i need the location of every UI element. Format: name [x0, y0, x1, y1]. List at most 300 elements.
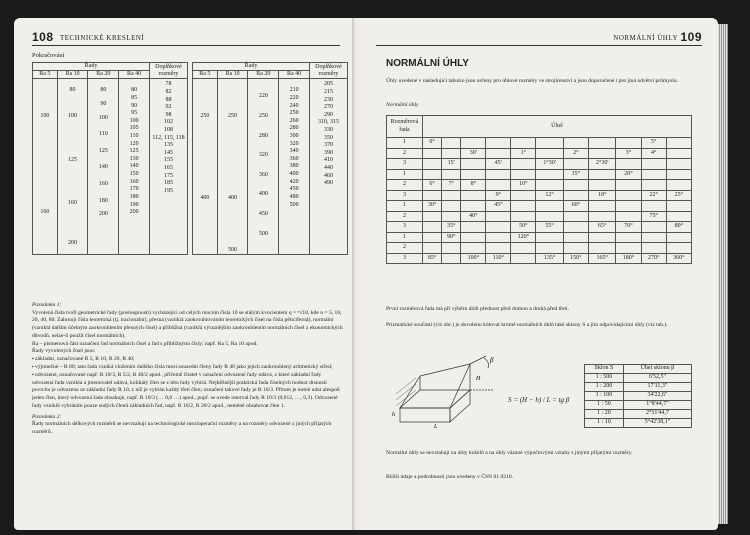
- cell: 190: [129, 201, 139, 208]
- extra-column-2: [310, 79, 347, 188]
- cell: 88: [165, 96, 172, 103]
- table-cell: 70°: [616, 222, 641, 233]
- extra-column-1: [150, 79, 187, 195]
- cell: 180: [98, 197, 108, 204]
- cell: 310, 315: [318, 119, 339, 126]
- table-cell: [442, 190, 461, 201]
- table-cell: [536, 243, 563, 254]
- table-cell: 1: [387, 169, 423, 180]
- table-cell: 22°: [641, 190, 666, 201]
- table-cell: [511, 190, 536, 201]
- cell: 320: [258, 152, 268, 159]
- cell: 185: [164, 180, 173, 187]
- cell: 145: [164, 149, 173, 156]
- table-cell: 12°: [536, 190, 563, 201]
- table-cell: [486, 148, 511, 159]
- cell: 220: [258, 93, 268, 100]
- normal-angles-table: [386, 115, 692, 264]
- table-cell: [563, 138, 588, 149]
- table-cell: [666, 159, 691, 170]
- table-cell: [423, 148, 442, 159]
- table-cell: 1 : 20: [585, 410, 624, 419]
- table-cell: 7°: [442, 180, 461, 191]
- cell: 80: [100, 87, 107, 94]
- table-cell: [666, 232, 691, 243]
- series-table-2: [192, 62, 348, 255]
- slope-header: Sklon S: [585, 365, 624, 374]
- list-item: ▪ základní, označované R 5, R 10, R 20, R 40;: [32, 356, 344, 364]
- table-cell: [588, 180, 615, 191]
- table-cell: [461, 169, 486, 180]
- cell: 360: [289, 155, 299, 162]
- cell: 230: [324, 96, 333, 103]
- table-cell: 1 : 100: [585, 392, 624, 401]
- table-cell: [563, 211, 588, 222]
- series-group-header: Řady: [193, 63, 310, 71]
- cell: 120: [129, 140, 139, 147]
- continuation-label: Pokračování: [32, 52, 65, 59]
- table-cell: [461, 232, 486, 243]
- table-cell: [536, 148, 563, 159]
- table-cell: 5°42'38,1": [623, 419, 691, 428]
- table-cell: 40°: [461, 211, 486, 222]
- table-cell: [616, 190, 641, 201]
- series-group-header: Řady: [33, 63, 150, 71]
- beta-label: β: [490, 356, 494, 364]
- table-cell: 2: [387, 243, 423, 254]
- slope-table-body: [585, 374, 692, 428]
- cell: 440: [324, 165, 333, 172]
- table-cell: [563, 180, 588, 191]
- table-cell: 135°: [536, 253, 563, 264]
- cell: 360: [258, 171, 268, 178]
- table-cell: [641, 180, 666, 191]
- table-row: [585, 383, 692, 392]
- table-cell: [616, 201, 641, 212]
- h-upper-label: H: [476, 376, 481, 382]
- slope-formula: S = (H − h) / L = tg β: [508, 396, 570, 404]
- cell: 300: [289, 133, 299, 140]
- table-cell: [563, 243, 588, 254]
- table-cell: 1 : 200: [585, 383, 624, 392]
- cell: 400: [200, 194, 210, 201]
- note1-title: Poznámka 1:: [32, 302, 62, 308]
- table-cell: [588, 211, 615, 222]
- table-cell: 110°: [486, 253, 511, 264]
- angle-header: Úhel: [423, 116, 692, 138]
- table-cell: [461, 190, 486, 201]
- table-row: [387, 201, 692, 212]
- table-cell: 1°8'44,7": [623, 401, 691, 410]
- table-cell: 45': [486, 159, 511, 170]
- table-cell: [666, 138, 691, 149]
- note2-text: Řady normálních délkových rozměrů se nevztahují na technologické mezioperační rozměry a na rozměry odvozené z jiných přijatých rozměrů.: [32, 421, 332, 436]
- table-cell: [486, 169, 511, 180]
- table-cell: [511, 201, 536, 212]
- table-cell: 10°: [511, 180, 536, 191]
- cell: 125: [98, 147, 108, 154]
- table-cell: [588, 201, 615, 212]
- table-cell: 8°: [461, 180, 486, 191]
- cell: 165: [164, 165, 173, 172]
- right-running-header: [376, 30, 702, 46]
- cell: 460: [324, 172, 333, 179]
- table-cell: [536, 201, 563, 212]
- table-cell: 3°: [616, 148, 641, 159]
- table-cell: [588, 243, 615, 254]
- cell: 160: [129, 178, 139, 185]
- extra-dims-header: Doplňkové rozměry: [310, 63, 348, 79]
- table-row: [387, 138, 692, 149]
- cell: 170: [129, 186, 139, 193]
- table-cell: [616, 180, 641, 191]
- table-cell: 15': [442, 159, 461, 170]
- table-cell: [563, 159, 588, 170]
- cell: 220: [289, 94, 299, 101]
- cell: 150: [129, 171, 139, 178]
- left-page-number: 108: [32, 30, 54, 44]
- table-row: [387, 190, 692, 201]
- cell: 340: [289, 148, 299, 155]
- table-cell: [442, 148, 461, 159]
- table-cell: 80°: [666, 222, 691, 233]
- table-cell: [588, 232, 615, 243]
- table-cell: [486, 243, 511, 254]
- cell: 280: [258, 132, 268, 139]
- cell: 240: [289, 102, 299, 109]
- note1c-text: Řady vyvolených čísel jsou:: [32, 348, 96, 355]
- table-cell: [563, 232, 588, 243]
- note2-title: Poznámka 2:: [32, 413, 62, 420]
- table-cell: [616, 138, 641, 149]
- table-cell: [423, 169, 442, 180]
- cone-note-text: Normální úhly se nevztahují na úhly kuželů a na úhly vázané výpočtovými vztahy s jinými přijatými rozměry.: [386, 450, 633, 456]
- cell: 500: [289, 201, 299, 208]
- col-ra20: Ra 20: [88, 71, 119, 79]
- table-cell: [423, 190, 442, 201]
- table-cell: [486, 232, 511, 243]
- table-cell: [423, 243, 442, 254]
- table-cell: [511, 159, 536, 170]
- table-cell: 75°: [641, 211, 666, 222]
- table-cell: [423, 211, 442, 222]
- ra40-column-2: [279, 79, 309, 209]
- table-cell: [588, 169, 615, 180]
- cell: 350: [324, 134, 333, 141]
- cell: 155: [164, 157, 173, 164]
- table-cell: [423, 159, 442, 170]
- ra40-column-1: [119, 79, 149, 216]
- table-cell: [511, 138, 536, 149]
- table-cell: [641, 232, 666, 243]
- table-cell: 100°: [461, 253, 486, 264]
- table-cell: [616, 211, 641, 222]
- table-cell: 3: [387, 222, 423, 233]
- cell: 380: [289, 163, 299, 170]
- table-cell: 270°: [641, 253, 666, 264]
- cell: 130: [129, 155, 139, 162]
- prismatic-part-drawing: [390, 350, 500, 430]
- cell: 200: [68, 239, 78, 246]
- cell: 98: [165, 111, 172, 118]
- table-cell: [588, 148, 615, 159]
- cell: 205: [324, 81, 333, 88]
- cell: 420: [289, 178, 299, 185]
- table-cell: [536, 180, 563, 191]
- table-cell: 15°: [563, 169, 588, 180]
- table-cell: 9°: [486, 190, 511, 201]
- table-cell: 35°: [442, 222, 461, 233]
- cell: 320: [289, 140, 299, 147]
- table-cell: [461, 138, 486, 149]
- table-cell: [666, 201, 691, 212]
- table-cell: 45°: [486, 201, 511, 212]
- cell: 450: [289, 186, 299, 193]
- table-cell: [536, 211, 563, 222]
- table-cell: [442, 138, 461, 149]
- cell: 95: [131, 110, 138, 117]
- table-cell: 0°: [423, 138, 442, 149]
- page-edges: [718, 24, 728, 524]
- table-cell: 3: [387, 253, 423, 264]
- table-cell: 30': [461, 148, 486, 159]
- table-cell: 1: [387, 138, 423, 149]
- cell: 200: [129, 209, 139, 216]
- cell: 210: [289, 87, 299, 94]
- table-cell: 85°: [423, 253, 442, 264]
- section-title: NORMÁLNÍ ÚHLY: [386, 58, 469, 69]
- table-cell: [461, 201, 486, 212]
- table-cell: 2: [387, 211, 423, 222]
- table-cell: [641, 243, 666, 254]
- table-caption: Normální úhly: [386, 102, 419, 108]
- table-cell: 165°: [588, 253, 615, 264]
- table-cell: [641, 159, 666, 170]
- table-cell: 150°: [563, 253, 588, 264]
- table-cell: 1: [387, 232, 423, 243]
- cell: 370: [324, 142, 333, 149]
- cell: 200: [98, 211, 108, 218]
- table-cell: 2: [387, 180, 423, 191]
- cell: 100: [129, 117, 139, 124]
- cell: 215: [324, 88, 333, 95]
- cell: 100: [98, 114, 108, 121]
- cell: 102: [164, 119, 173, 126]
- preference-text: První rozměrová řada má při výběru úhlů přednost před druhou a druhá před třetí.: [386, 306, 569, 312]
- cell: 250: [200, 113, 210, 120]
- table-cell: [641, 201, 666, 212]
- table-cell: 3: [387, 190, 423, 201]
- table-cell: [442, 211, 461, 222]
- table-cell: 6°: [423, 180, 442, 191]
- table-cell: [563, 222, 588, 233]
- cell: 140: [129, 163, 139, 170]
- table-cell: [616, 243, 641, 254]
- table-cell: [511, 169, 536, 180]
- cell: 112, 115, 118: [152, 134, 185, 141]
- table-cell: 120°: [511, 232, 536, 243]
- cell: 195: [164, 187, 173, 194]
- table-cell: [588, 138, 615, 149]
- table-cell: [536, 169, 563, 180]
- row-series-header: Rozměrová řada: [387, 116, 423, 138]
- col-ra40: Ra 40: [119, 71, 150, 79]
- table-cell: 30°: [423, 201, 442, 212]
- intro-text: Úhly uvedené v následující tabulce jsou určeny pro úhlové rozměry ve strojírenství a jsou doporučené i pro jiná odvětví průmyslu.: [386, 78, 679, 84]
- table-cell: 1 : 50: [585, 401, 624, 410]
- table-row: [585, 392, 692, 401]
- cell: 250: [289, 110, 299, 117]
- cell: 450: [258, 211, 268, 218]
- cell: 135: [164, 142, 173, 149]
- table-cell: [511, 211, 536, 222]
- cell: 175: [164, 172, 173, 179]
- right-page-number: 109: [680, 30, 702, 44]
- left-running-head: TECHNICKÉ KRESLENÍ: [60, 34, 145, 42]
- cell: 500: [228, 246, 238, 253]
- cell: 80: [69, 87, 76, 94]
- cell: 108: [164, 127, 173, 134]
- table-cell: [666, 243, 691, 254]
- table-cell: 2°: [563, 148, 588, 159]
- table-cell: [666, 148, 691, 159]
- cell: 110: [129, 133, 139, 140]
- table-cell: [641, 222, 666, 233]
- note1b-text: Ra – písmenová část označení řad normálních čísel a řad s přibližnými čísly; např. Ra 5, Ra 10 apod.: [32, 340, 258, 347]
- table-row: [387, 148, 692, 159]
- cell: 125: [129, 148, 139, 155]
- cell: 82: [165, 88, 172, 95]
- h-lower-label: h: [392, 412, 395, 418]
- table-cell: 1°: [511, 148, 536, 159]
- cell: 260: [289, 117, 299, 124]
- table-cell: 18°: [588, 190, 615, 201]
- l-label: L: [434, 424, 438, 430]
- cell: 500: [258, 230, 268, 237]
- table-cell: [461, 243, 486, 254]
- table-cell: [536, 138, 563, 149]
- table-cell: [423, 232, 442, 243]
- table-cell: [486, 222, 511, 233]
- table-cell: 60°: [563, 201, 588, 212]
- cell: 105: [129, 125, 139, 132]
- table-row: [585, 419, 692, 428]
- table-cell: 55°: [536, 222, 563, 233]
- right-running-head: NORMÁLNÍ ÚHLY: [613, 34, 678, 42]
- col-ra5: Ra 5: [33, 71, 58, 79]
- table-cell: 1: [387, 201, 423, 212]
- left-running-header: [32, 30, 340, 46]
- cell: 280: [289, 125, 299, 132]
- table-cell: 1°30': [536, 159, 563, 170]
- right-page: [358, 18, 718, 530]
- col-ra20: Ra 20: [248, 71, 279, 79]
- table-cell: [486, 138, 511, 149]
- left-notes: [32, 302, 344, 437]
- table-cell: 50°: [511, 222, 536, 233]
- cell: 160: [68, 200, 78, 207]
- table-cell: [666, 180, 691, 191]
- table-cell: [511, 253, 536, 264]
- table-cell: 360°: [666, 253, 691, 264]
- cell: 390: [324, 149, 333, 156]
- table-cell: 180°: [616, 253, 641, 264]
- table-cell: [461, 159, 486, 170]
- cell: 180: [129, 193, 139, 200]
- series-bullets: [32, 356, 344, 411]
- cell: 480: [289, 193, 299, 200]
- cell: 400: [289, 171, 299, 178]
- slope-angle-header: Úhel sklonu β: [623, 365, 691, 374]
- cell: 90: [100, 100, 107, 107]
- table-cell: [666, 211, 691, 222]
- table-cell: [442, 253, 461, 264]
- list-item: ▪ výjimečné – R 80; tato řada vzniká vložením dalšího čísla mezi sousední členy řady R 40 jako jejich zaokrouhlený aritmetický střed;: [32, 364, 344, 372]
- table-cell: [616, 159, 641, 170]
- table-row: [387, 232, 692, 243]
- extra-dims-header: Doplňkové rozměry: [150, 63, 188, 79]
- table-cell: 17'11,3": [623, 383, 691, 392]
- cell: 290: [324, 111, 333, 118]
- prismatic-text: Prizmatické součásti (viz obr.) je dovoleno kótovat kromě normálních úhlů také sklony S a jim odpovídajícími úhly (viz tab.).: [386, 322, 668, 328]
- table-cell: 90°: [442, 232, 461, 243]
- cell: 410: [324, 157, 333, 164]
- table-cell: [442, 201, 461, 212]
- col-ra40: Ra 40: [279, 71, 310, 79]
- table-cell: [511, 243, 536, 254]
- table-cell: 3: [387, 159, 423, 170]
- table-row: [387, 253, 692, 264]
- table-cell: [666, 169, 691, 180]
- cell: 85: [131, 94, 138, 101]
- table-cell: 34'22,6": [623, 392, 691, 401]
- table-cell: 2°51'44,7: [623, 410, 691, 419]
- table-cell: 5°: [641, 138, 666, 149]
- angles-table-body: [387, 138, 692, 264]
- table-row: [387, 211, 692, 222]
- table-cell: 6'52,5": [623, 374, 691, 383]
- table-cell: 2°30': [588, 159, 615, 170]
- table-cell: [423, 222, 442, 233]
- table-cell: 4°: [641, 148, 666, 159]
- note1-text: Vyvolená čísla tvoří geometrické řady (posloupnosti) vycházející od celých mocnin čísla 10 se stálým kvocientem q = ⁿ√10, kde n = 5, 10, 20, 40, 80. Zahrnují čísla teoretická (tj. iracionální), přesná (vzniklá zaokrouhlováním teoretických čísel na čísla pěticiferná), normální (vzniklá dalším účelným zaokrouhlením přesných čísel) a přibližná (vzniklá výraznějším zaokrouhlením normálních čísel z ekonomických důvodů, nelze-li použít čísel normálních).: [32, 309, 343, 339]
- table-row: [387, 243, 692, 254]
- standard-ref-text: Bližší údaje a podrobnosti jsou uvedeny v ČSN 01 0210.: [386, 474, 514, 480]
- table-cell: 1 : 500: [585, 374, 624, 383]
- table-cell: [442, 169, 461, 180]
- col-ra5: Ra 5: [193, 71, 218, 79]
- table-row: [387, 222, 692, 233]
- table-cell: 20°: [616, 169, 641, 180]
- cell: 250: [258, 112, 268, 119]
- table-cell: [616, 232, 641, 243]
- cell: 92: [165, 104, 172, 111]
- col-ra10: Ra 10: [57, 71, 88, 79]
- series-table-1: [32, 62, 188, 255]
- cell: 270: [324, 104, 333, 111]
- table-cell: 65°: [588, 222, 615, 233]
- table-cell: [486, 211, 511, 222]
- cell: 110: [98, 131, 108, 138]
- preferred-numbers-tables: [32, 62, 348, 255]
- table-cell: 1 : 10: [585, 419, 624, 428]
- table-cell: 2: [387, 148, 423, 159]
- slope-table: [584, 364, 692, 428]
- cell: 90: [131, 102, 138, 109]
- left-page: [14, 18, 356, 530]
- col-ra10: Ra 10: [217, 71, 248, 79]
- cell: 400: [258, 191, 268, 198]
